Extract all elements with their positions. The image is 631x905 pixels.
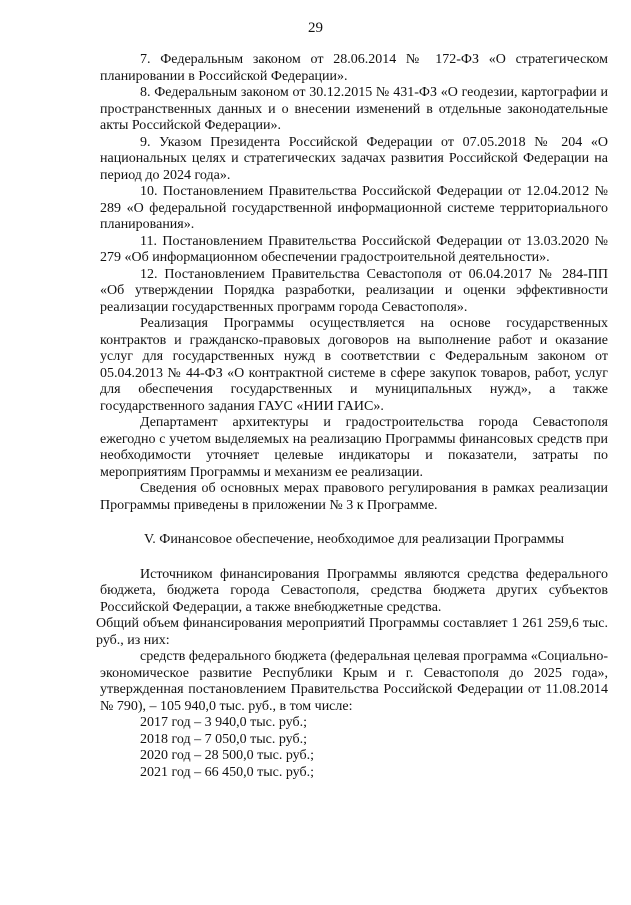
year-line-2021: 2021 год – 66 450,0 тыс. руб.;	[140, 764, 314, 780]
page-number: 29	[308, 20, 323, 36]
section-heading: V. Финансовое обеспечение, необходимое для реализации Программы	[143, 532, 565, 547]
document-body	[96, 52, 608, 781]
year-line-2020: 2020 год – 28 500,0 тыс. руб.;	[140, 748, 314, 763]
paragraph-department: Департамент архитектуры и градостроительства города Севастополя ежегодно с учетом выделяемых на реализацию Программы финансовых средств при необходимости уточняет целевые индикаторы и показатели, затраты по мероприятиям Программы и механизм ее реализации.	[100, 415, 608, 480]
paragraph-decree-204: 9. Указом Президента Российской Федерации от 07.05.2018 № 204 «О национальных целях и стратегических задачах развития Российской Федерации на период до 2024 года».	[100, 134, 608, 183]
paragraph-total-volume: Общий объем финансирования мероприятий Программы составляет 1 261 259,6 тыс. руб., из них:	[96, 616, 608, 648]
paragraph-financing-sources: Источником финансирования Программы являются средства федерального бюджета, бюджета города Севастополя, средства бюджета других субъектов Российской Федерации, а также внебюджетные средства.	[100, 566, 608, 615]
paragraph-law-172: 7. Федеральным законом от 28.06.2014 № 172-ФЗ «О стратегическом планировании в Российской Федерации».	[100, 52, 608, 84]
paragraph-law-431: 8. Федеральным законом от 30.12.2015 № 431-ФЗ «О геодезии, картографии и пространственных данных и о внесении изменений в отдельные законодательные акты Российской Федерации».	[100, 85, 608, 133]
paragraph-resolution-279: 11. Постановлением Правительства Российской Федерации от 13.03.2020 № 279 «Об информационном обеспечении градостроительной деятельности».	[100, 233, 608, 265]
paragraph-federal-funds: средств федерального бюджета (федеральная целевая программа «Социально-экономическое развитие Республики Крым и г. Севастополя до 2025 года», утвержденная постановлением Правительства Российской Федерации от 11.08.2014 № 790), – 105 940,0 тыс. руб., в том числе:	[100, 649, 608, 714]
year-line-2017: 2017 год – 3 940,0 тыс. руб.;	[140, 715, 307, 730]
year-line-2018: 2018 год – 7 050,0 тыс. руб.;	[140, 731, 307, 747]
paragraph-resolution-284: 12. Постановлением Правительства Севастополя от 06.04.2017 № 284-ПП «Об утверждении Порядка разработки, реализации и оценки эффективности реализации государственных программ города Севастополя».	[100, 266, 608, 315]
paragraph-implementation: Реализация Программы осуществляется на основе государственных контрактов и гражданско-правовых договоров на выполнение работ и оказание услуг для государственных нужд в соответствии с Федеральным законом от 05.04.2013 № 44-ФЗ «О контрактной системе в сфере закупок товаров, работ, услуг для обеспечения государственных и муниципальных нужд», а также государственного задания ГАУС «НИИ ГАИС».	[100, 316, 608, 414]
paragraph-resolution-289: 10. Постановлением Правительства Российской Федерации от 12.04.2012 № 289 «О федеральной государственной информационной системе территориального планирования».	[100, 184, 608, 232]
paragraph-legal-regulation: Сведения об основных мерах правового регулирования в рамках реализации Программы приведены в приложении № 3 к Программе.	[100, 481, 608, 513]
